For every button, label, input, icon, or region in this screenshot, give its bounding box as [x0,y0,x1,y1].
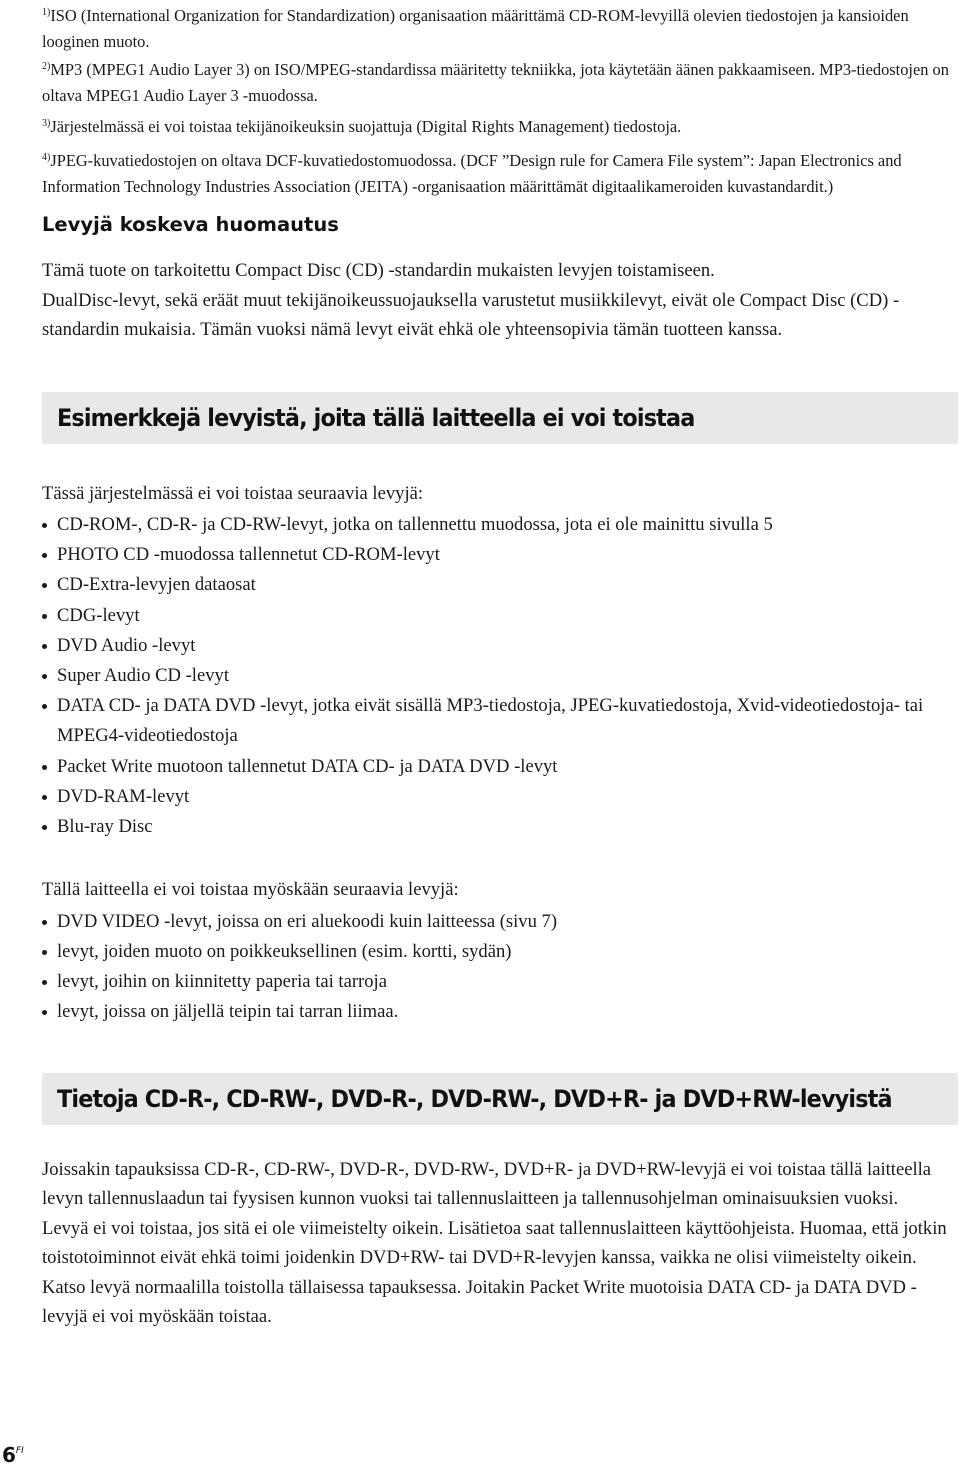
footnote-3 [42,114,958,140]
list-item [42,631,958,661]
list-item-text: DATA CD- ja DATA DVD -levyt, jotka eivät sisällä MP3-tiedostoja, JPEG-kuvatiedostoja, Xvid-videotiedostoja- tai MPEG4-videotiedostoja [57,695,924,747]
list-item-text: CD-ROM-, CD-R- ja CD-RW-levyt, jotka on tallennettu muodossa, jota ei ole mainittu sivulla 5 [57,514,773,535]
bullet-icon [42,1010,47,1015]
page-number [2,1443,24,1467]
list-item-text: DVD-RAM-levyt [57,785,190,807]
section-title-unplayable-discs: Esimerkkejä levyistä, joita tällä laitteella ei voi toistaa [57,403,695,432]
list-item-text: DVD Audio -levyt [57,634,196,656]
unplayable-intro: Tässä järjestelmässä ei voi toistaa seuraavia levyjä: [42,482,424,504]
list-item-text: Super Audio CD -levyt [57,665,229,687]
footnote-2-text: MP3 (MPEG1 Audio Layer 3) on ISO/MPEG-standardissa määritetty tekniikka, jota käytetään äänen pakkaamiseen. MP3-tiedostojen on oltava MPEG1 Audio Layer 3 -muodossa. [42,60,949,105]
bullet-icon [42,674,47,679]
footnote-3-text: Järjestelmässä ei voi toistaa tekijänoikeuksin suojattuja (Digital Rights Management) tiedostoja. [50,117,682,136]
list-item-text: levyt, joihin on kiinnitetty paperia tai tarroja [57,971,387,993]
bullet-icon [42,523,47,528]
list-item [42,510,958,540]
footnote-1-marker: 1) [42,7,51,18]
unplayable-disc-list [42,510,958,842]
page-number-value: 6 [2,1443,16,1467]
list-item-text: Packet Write muotoon tallennetut DATA CD- ja DATA DVD -levyt [57,755,558,777]
recordable-paragraph-2: Levyä ei voi toistaa, jos sitä ei ole viimeistelty oikein. Lisätietoa saat tallennuslaitteen käyttöohjeista. Huomaa, että jotkin toistotoiminnot eivät ehkä toimi joidenkin DVD+RW- tai DVD+R-levyjen kanssa, vaikka ne olisi viimeistelty oikein. Katso levyä normaalilla toistolla tällaisessa tapauksessa. Joitakin Packet Write muotoisia DATA CD- ja DATA DVD -levyjä ei voi myöskään toistaa. [42,1217,947,1328]
bullet-icon [42,553,47,558]
recordable-paragraph-1: Joissakin tapauksissa CD-R-, CD-RW-, DVD-R-, DVD-RW-, DVD+R- ja DVD+RW-levyjä ei voi toistaa tällä laitteella levyn tallennuslaadun tai fyysisen kunnon vuoksi tai tallennuslaitteen ja tallennusohjelman ominaisuuksien vuoksi. [42,1158,932,1210]
list-item [42,997,958,1027]
bullet-icon [42,765,47,770]
list-item [42,691,958,751]
list-item [42,601,958,631]
bullet-icon [42,825,47,830]
footnote-2-marker: 2) [42,61,51,72]
unplayable-intro-2: Tällä laitteella ei voi toistaa myöskään seuraavia levyjä: [42,879,459,901]
list-item [42,812,958,842]
footnote-3-marker: 3) [42,118,51,129]
list-item-text: CDG-levyt [57,604,140,626]
list-item-text: levyt, joissa on jäljellä teipin tai tarran liimaa. [57,1001,399,1023]
list-item [42,540,958,570]
section-header-recordable-discs [42,1073,958,1125]
page-language: FI [15,1446,24,1456]
bullet-icon [42,614,47,619]
section-title-recordable-discs: Tietoja CD-R-, CD-RW-, DVD-R-, DVD-RW-, DVD+R- ja DVD+RW-levyistä [57,1084,892,1113]
list-item-text: PHOTO CD -muodossa tallennetut CD-ROM-levyt [57,544,440,566]
list-item [42,570,958,600]
footnote-1 [42,3,958,55]
footnote-4-marker: 4) [42,152,51,163]
bullet-icon [42,920,47,925]
footnote-2 [42,57,958,109]
list-item [42,752,958,782]
list-item-text: DVD VIDEO -levyt, joissa on eri aluekoodi kuin laitteessa (sivu 7) [57,910,558,932]
list-item [42,937,958,967]
bullet-icon [42,704,47,709]
list-item-text: CD-Extra-levyjen dataosat [57,574,256,596]
list-item [42,661,958,691]
bullet-icon [42,644,47,649]
footnote-4-text: JPEG-kuvatiedostojen on oltava DCF-kuvatiedostomuodossa. (DCF ”Design rule for Camera File system”: Japan Electronics and Information Technology Industries Association (JEITA) -organisaation määrittämät digitaalikameroiden kuvastandardit.) [42,151,902,196]
bullet-icon [42,980,47,985]
notice-heading: Levyjä koskeva huomautus [42,213,339,236]
document-page [42,0,958,1332]
notice-paragraph-1: Tämä tuote on tarkoitettu Compact Disc (CD) -standardin mukaisten levyjen toistamiseen. [42,260,715,281]
list-item-text: Blu-ray Disc [57,816,153,838]
bullet-icon [42,795,47,800]
bullet-icon [42,583,47,588]
list-item [42,782,958,812]
footnote-1-text: ISO (International Organization for Standardization) organisaation määrittämä CD-ROM-levyillä olevien tiedostojen ja kansioiden looginen muoto. [42,6,909,51]
bullet-icon [42,950,47,955]
section-header-unplayable-discs [42,392,958,444]
list-item-text: levyt, joiden muoto on poikkeuksellinen (esim. kortti, sydän) [57,940,512,962]
list-item [42,967,958,997]
unplayable-disc-list-2 [42,907,958,1028]
footnote-4 [42,148,958,200]
notice-paragraph-2: DualDisc-levyt, sekä eräät muut tekijänoikeussuojauksella varustetut musiikkilevyt, eivät ole Compact Disc (CD) -standardin mukaisia. Tämän vuoksi nämä levyt eivät ehkä ole yhteensopivia tämän tuotteen kanssa. [42,289,900,340]
list-item [42,907,958,937]
